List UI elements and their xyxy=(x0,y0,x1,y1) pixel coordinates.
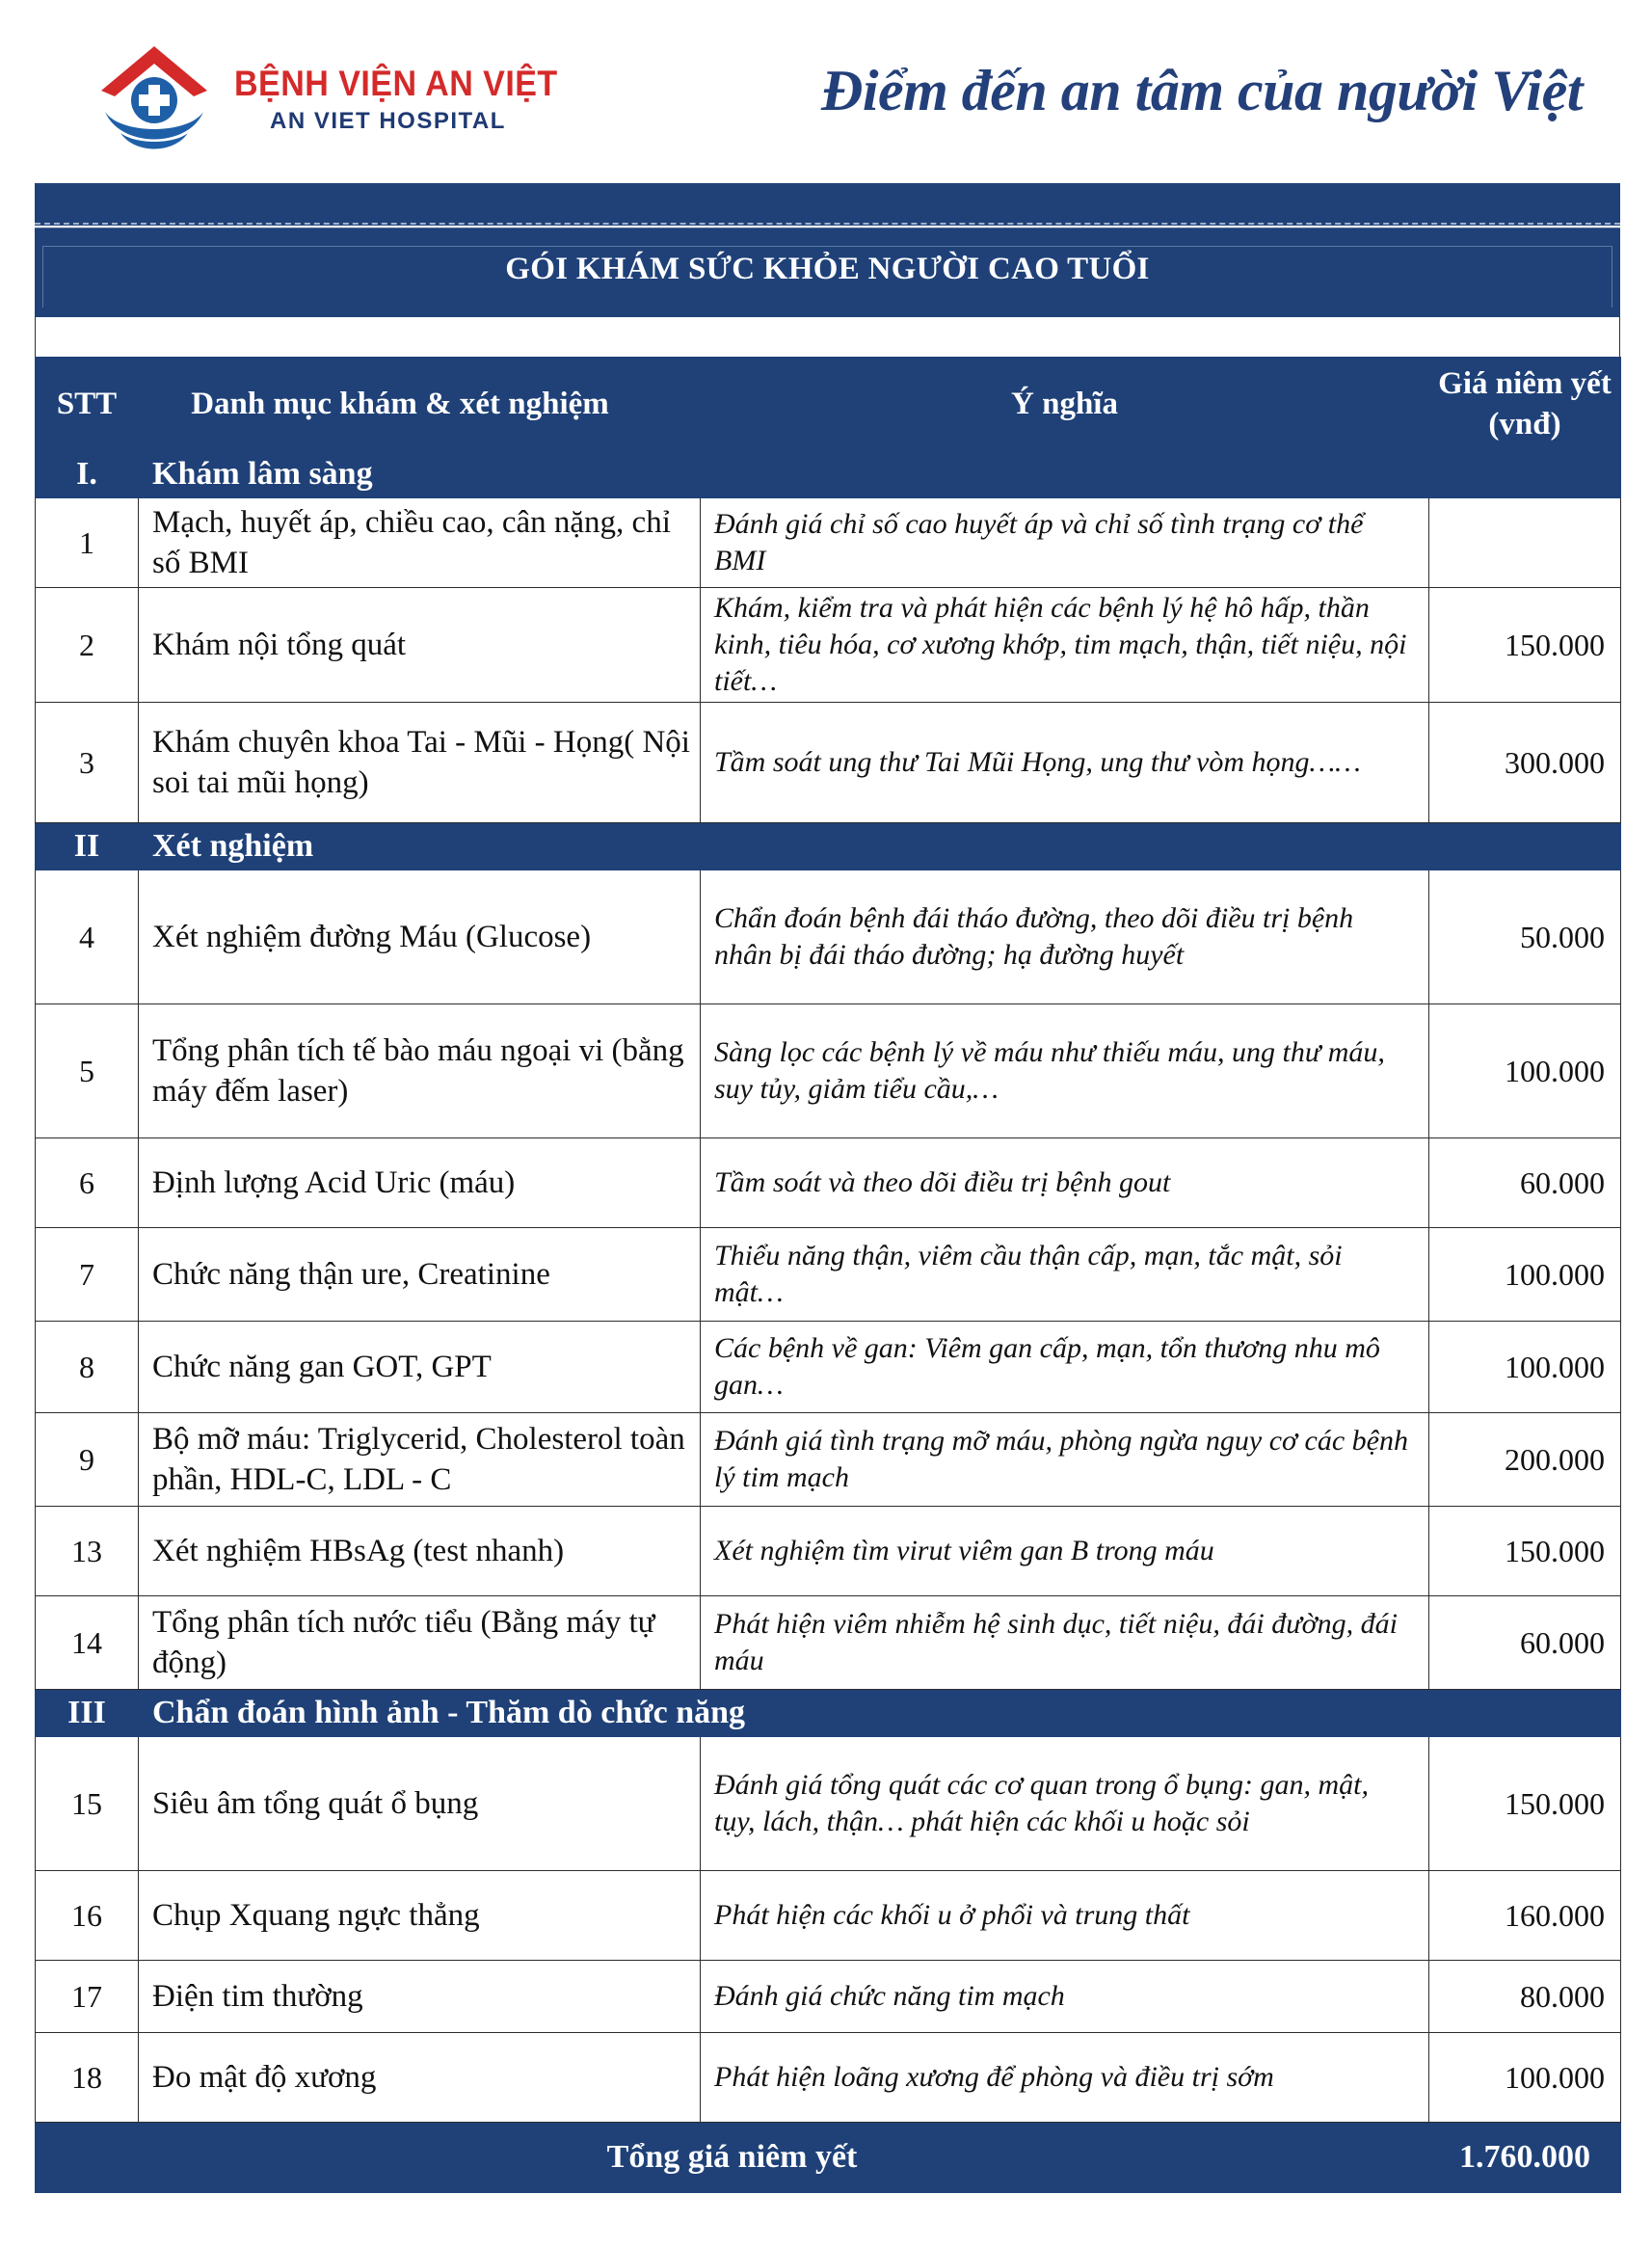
column-header-name: Danh mục khám & xét nghiệm xyxy=(139,358,701,451)
row-price: 60.000 xyxy=(1429,1596,1621,1690)
table-row xyxy=(36,1596,1621,1690)
table-row xyxy=(36,498,1621,588)
row-item-name: Tổng phân tích tế bào máu ngoại vi (bằng máy đếm laser) xyxy=(139,1004,701,1138)
row-stt: 1 xyxy=(36,498,139,588)
section-number: III xyxy=(36,1690,139,1737)
row-stt: 4 xyxy=(36,870,139,1004)
row-stt: 18 xyxy=(36,2033,139,2123)
table-row xyxy=(36,1871,1621,1961)
row-price: 100.000 xyxy=(1429,1228,1621,1322)
document-title: GÓI KHÁM SỨC KHỎE NGƯỜI CAO TUỔI xyxy=(505,252,1150,286)
row-item-name: Tổng phân tích nước tiểu (Bằng máy tự động) xyxy=(139,1596,701,1690)
row-stt: 6 xyxy=(36,1138,139,1228)
row-item-name: Xét nghiệm đường Máu (Glucose) xyxy=(139,870,701,1004)
row-price: 100.000 xyxy=(1429,2033,1621,2123)
section-header-row xyxy=(36,1690,1621,1737)
spacer-row xyxy=(35,316,1620,357)
row-meaning: Thiểu năng thận, viêm cầu thận cấp, mạn, tắc mật, sỏi mật… xyxy=(701,1228,1429,1322)
section-number: I. xyxy=(36,451,139,498)
row-meaning: Tầm soát và theo dõi điều trị bệnh gout xyxy=(701,1138,1429,1228)
top-banner-bar xyxy=(35,183,1620,226)
total-row xyxy=(36,2123,1621,2193)
table-row xyxy=(36,1961,1621,2033)
row-stt: 14 xyxy=(36,1596,139,1690)
row-item-name: Điện tim thường xyxy=(139,1961,701,2033)
section-header-row xyxy=(36,451,1621,498)
row-stt: 2 xyxy=(36,588,139,703)
total-value: 1.760.000 xyxy=(1429,2123,1621,2193)
row-price: 300.000 xyxy=(1429,703,1621,823)
row-meaning: Phát hiện viêm nhiễm hệ sinh dục, tiết niệu, đái đường, đái máu xyxy=(701,1596,1429,1690)
row-stt: 3 xyxy=(36,703,139,823)
row-stt: 15 xyxy=(36,1737,139,1871)
table-row xyxy=(36,870,1621,1004)
section-number: II xyxy=(36,823,139,870)
row-price: 100.000 xyxy=(1429,1004,1621,1138)
row-meaning: Khám, kiểm tra và phát hiện các bệnh lý hệ hô hấp, thần kinh, tiêu hóa, cơ xương khớp, tim mạch, thận, tiết niệu, nội tiết… xyxy=(701,588,1429,703)
row-stt: 16 xyxy=(36,1871,139,1961)
row-price: 150.000 xyxy=(1429,588,1621,703)
row-stt: 17 xyxy=(36,1961,139,2033)
title-bar xyxy=(35,227,1620,317)
row-meaning: Xét nghiệm tìm virut viêm gan B trong máu xyxy=(701,1507,1429,1596)
row-item-name: Bộ mỡ máu: Triglycerid, Cholesterol toàn phần, HDL-C, LDL - C xyxy=(139,1413,701,1507)
row-price: 60.000 xyxy=(1429,1138,1621,1228)
row-price: 150.000 xyxy=(1429,1507,1621,1596)
section-title: Chẩn đoán hình ảnh - Thăm dò chức năng xyxy=(139,1690,1621,1737)
row-meaning: Đánh giá chức năng tim mạch xyxy=(701,1961,1429,2033)
row-item-name: Xét nghiệm HBsAg (test nhanh) xyxy=(139,1507,701,1596)
table-row xyxy=(36,1004,1621,1138)
row-price: 160.000 xyxy=(1429,1871,1621,1961)
row-item-name: Chức năng gan GOT, GPT xyxy=(139,1322,701,1413)
table-row xyxy=(36,1138,1621,1228)
row-meaning: Đánh giá tổng quát các cơ quan trong ổ bụng: gan, mật, tụy, lách, thận… phát hiện các khối u hoặc sỏi xyxy=(701,1737,1429,1871)
row-stt: 5 xyxy=(36,1004,139,1138)
row-meaning: Chẩn đoán bệnh đái tháo đường, theo dõi điều trị bệnh nhân bị đái tháo đường; hạ đường huyết xyxy=(701,870,1429,1004)
row-price: 150.000 xyxy=(1429,1737,1621,1871)
row-item-name: Đo mật độ xương xyxy=(139,2033,701,2123)
hospital-name: BỆNH VIỆN AN VIỆT xyxy=(234,64,558,103)
table-header-row xyxy=(36,358,1621,451)
column-header-stt: STT xyxy=(36,358,139,451)
table-row xyxy=(36,703,1621,823)
row-price xyxy=(1429,498,1621,588)
table-row xyxy=(36,1507,1621,1596)
table-row xyxy=(36,1228,1621,1322)
row-item-name: Khám chuyên khoa Tai - Mũi - Họng( Nội soi tai mũi họng) xyxy=(139,703,701,823)
table-row xyxy=(36,1737,1621,1871)
page-header xyxy=(0,0,1652,183)
hospital-name-en: AN VIET HOSPITAL xyxy=(270,108,506,134)
table-row xyxy=(36,588,1621,703)
row-meaning: Phát hiện loãng xương để phòng và điều trị sớm xyxy=(701,2033,1429,2123)
row-stt: 13 xyxy=(36,1507,139,1596)
row-price: 50.000 xyxy=(1429,870,1621,1004)
row-item-name: Mạch, huyết áp, chiều cao, cân nặng, chỉ số BMI xyxy=(139,498,701,588)
row-item-name: Siêu âm tổng quát ổ bụng xyxy=(139,1737,701,1871)
row-meaning: Tầm soát ung thư Tai Mũi Họng, ung thư vòm họng…… xyxy=(701,703,1429,823)
row-meaning: Đánh giá tình trạng mỡ máu, phòng ngừa nguy cơ các bệnh lý tim mạch xyxy=(701,1413,1429,1507)
row-meaning: Đánh giá chỉ số cao huyết áp và chỉ số tình trạng cơ thể BMI xyxy=(701,498,1429,588)
price-table xyxy=(35,357,1621,2193)
row-item-name: Khám nội tổng quát xyxy=(139,588,701,703)
column-header-meaning: Ý nghĩa xyxy=(701,358,1429,451)
column-header-price: Giá niêm yết (vnđ) xyxy=(1429,358,1621,451)
row-meaning: Phát hiện các khối u ở phổi và trung thất xyxy=(701,1871,1429,1961)
row-stt: 9 xyxy=(36,1413,139,1507)
section-title: Xét nghiệm xyxy=(139,823,1621,870)
row-meaning: Các bệnh về gan: Viêm gan cấp, mạn, tổn thương nhu mô gan… xyxy=(701,1322,1429,1413)
total-label: Tổng giá niêm yết xyxy=(36,2123,1429,2193)
table-row xyxy=(36,2033,1621,2123)
row-price: 200.000 xyxy=(1429,1413,1621,1507)
row-item-name: Chụp Xquang ngực thẳng xyxy=(139,1871,701,1961)
row-meaning: Sàng lọc các bệnh lý về máu như thiếu máu, ung thư máu, suy tủy, giảm tiểu cầu,… xyxy=(701,1004,1429,1138)
row-item-name: Chức năng thận ure, Creatinine xyxy=(139,1228,701,1322)
row-item-name: Định lượng Acid Uric (máu) xyxy=(139,1138,701,1228)
row-price: 100.000 xyxy=(1429,1322,1621,1413)
row-price: 80.000 xyxy=(1429,1961,1621,2033)
table-row xyxy=(36,1322,1621,1413)
section-header-row xyxy=(36,823,1621,870)
slogan: Điểm đến an tâm của người Việt xyxy=(821,59,1583,122)
table-row xyxy=(36,1413,1621,1507)
row-stt: 8 xyxy=(36,1322,139,1413)
hospital-logo-icon xyxy=(92,40,217,161)
section-title: Khám lâm sàng xyxy=(139,451,1621,498)
row-stt: 7 xyxy=(36,1228,139,1322)
